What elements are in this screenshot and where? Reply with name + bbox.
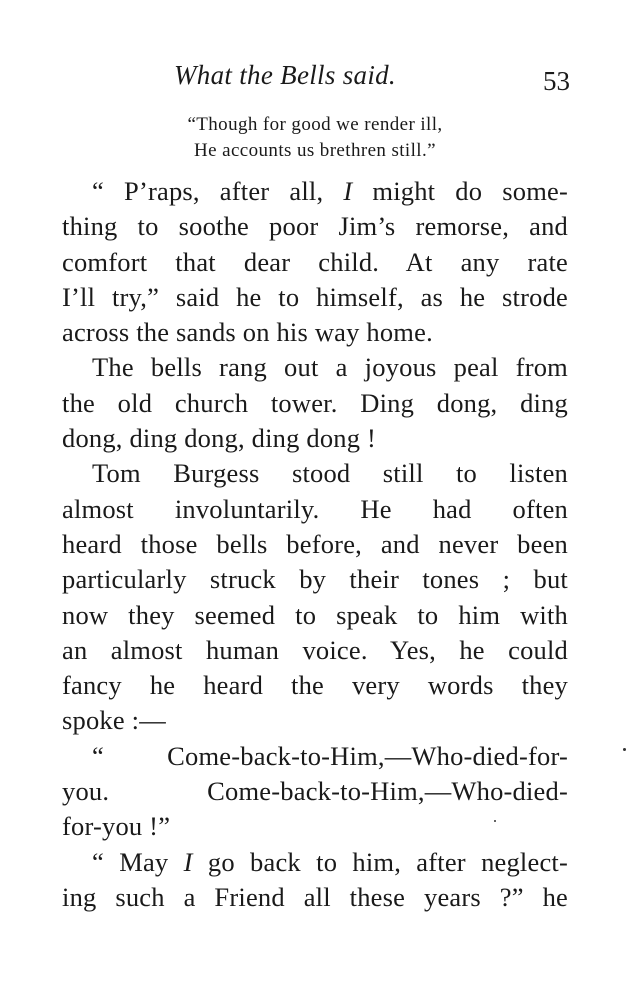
text-line: the old church tower. Ding dong, ding (62, 387, 568, 418)
book-page (62, 58, 568, 915)
text-line: an almost human voice. Yes, he could (62, 634, 568, 665)
page-header (62, 58, 568, 98)
print-speck (623, 748, 626, 751)
text-line: almost involuntarily. He had often (62, 493, 568, 524)
epigraph-line: “Though for good we render ill, (187, 114, 443, 135)
epigraph (62, 112, 568, 164)
text-line: “ May I go back to him, after neglect- (92, 846, 568, 877)
text-line: Tom Burgess stood still to listen (92, 458, 568, 489)
text-line: “ P’raps, after all, I might do some- (92, 176, 568, 206)
text-line: “ Come-back-to-Him,—Who-died-for- (92, 740, 568, 771)
text-line: I’ll try,” said he to himself, as he strode (62, 281, 568, 312)
text-line: thing to soothe poor Jim’s remorse, and (62, 211, 568, 242)
text-line: dong, ding dong, ding dong ! (62, 423, 377, 454)
page-number: 53 (543, 66, 570, 96)
text-line: particularly struck by their tones ; but (62, 564, 568, 595)
running-title: What the Bells said. (174, 60, 396, 90)
text-line: comfort that dear child. At any rate (62, 246, 568, 277)
text-line: across the sands on his way home. (62, 317, 433, 348)
text-line: now they seemed to speak to him with (62, 599, 568, 630)
text-line: fancy he heard the very words they (62, 670, 568, 701)
text-line: for-you !” (62, 811, 171, 842)
body-text (62, 174, 568, 915)
text-line: you. Come-back-to-Him,—Who-died- (62, 776, 568, 807)
text-line: The bells rang out a joyous peal from (92, 352, 568, 383)
text-line: heard those bells before, and never been (62, 528, 568, 559)
print-speck (494, 820, 496, 822)
text-line: ing such a Friend all these years ?” he (62, 881, 568, 912)
epigraph-line: He accounts us brethren still.” (194, 140, 436, 161)
text-line: spoke :— (62, 705, 166, 736)
